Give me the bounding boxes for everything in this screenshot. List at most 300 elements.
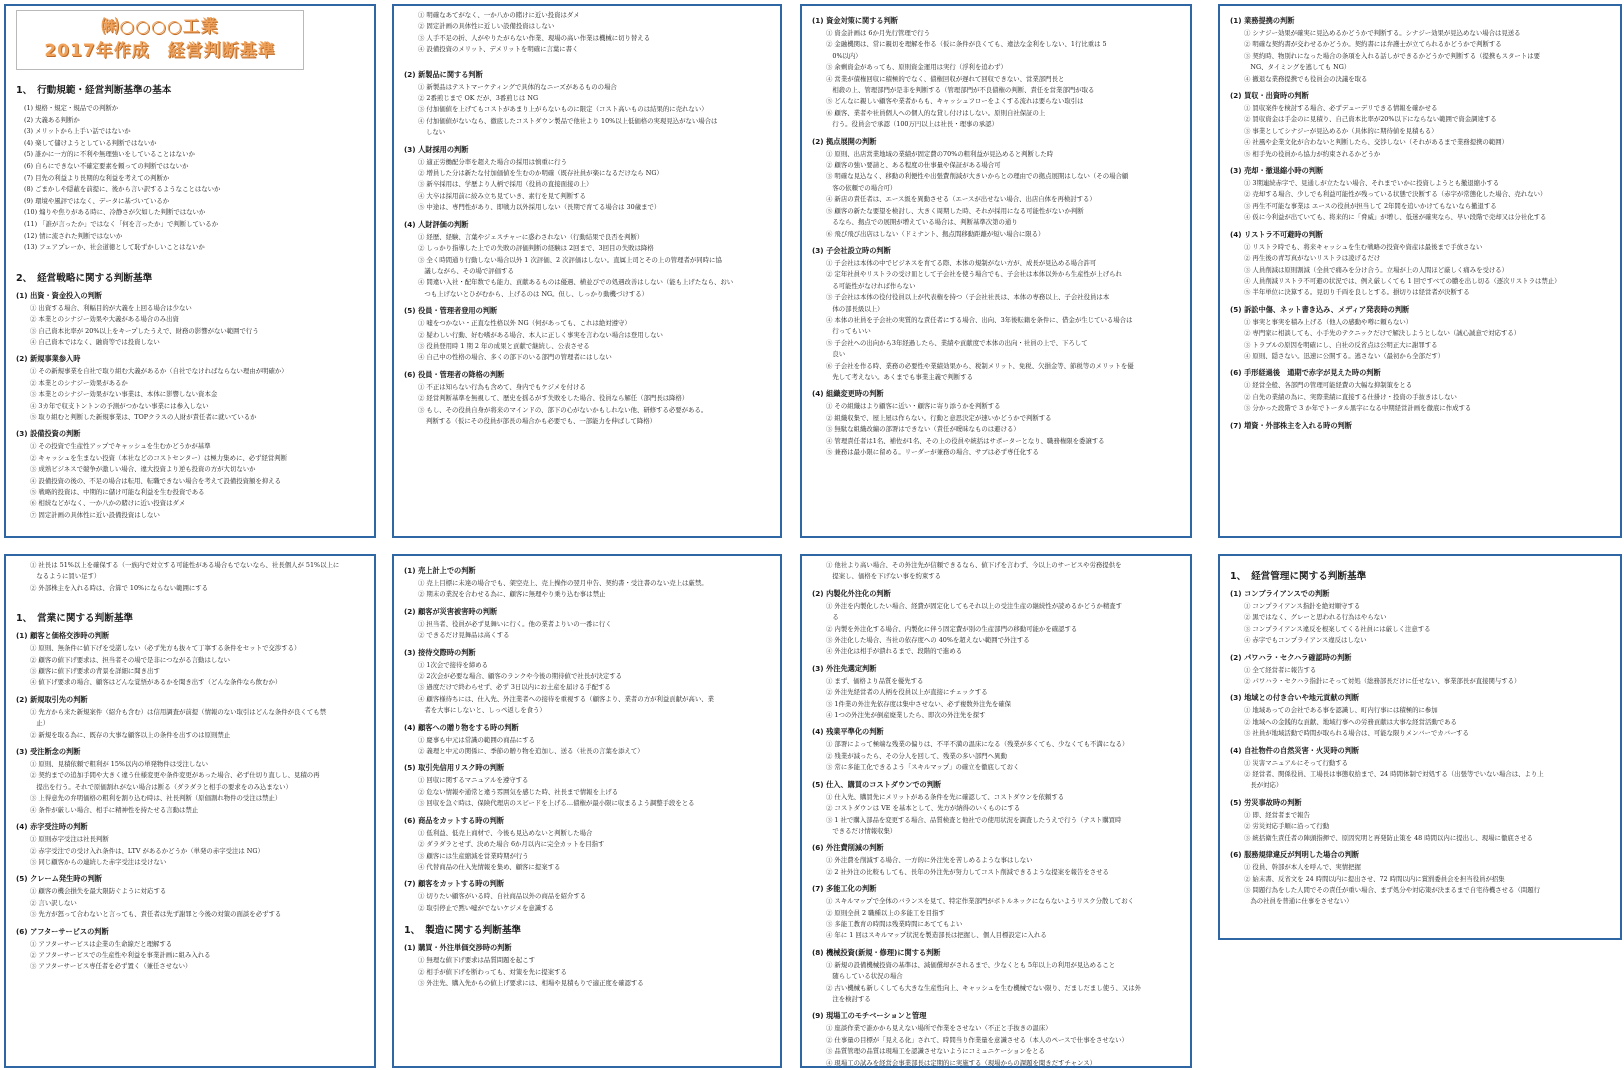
list-item: ③ 統括衛生責任者の陣頭指揮で、原因究明と再発防止策を 48 時間以内に提出し、現場に徹底させる: [1244, 833, 1533, 842]
document-page-2: [392, 4, 782, 538]
list-item: ② 言い訳しない: [30, 898, 77, 907]
list-item: ③ 人手不足の折、人がやりたがらない作業、現場の高い作業は機械に切り替える: [418, 33, 651, 42]
list-item: ④ 1つの外注先が倒産廃業したら、即次の外注先を探す: [826, 711, 986, 720]
list-item: ② 疑わしい行動、好む嗜がある場合、本人に正しく事実を言わない場合は登用しない: [418, 330, 663, 339]
list-item: ② 経営判断基準を無視して、歴史を揺るがす失敗をした場合、役員なら解任（部門長は降格）: [418, 394, 689, 403]
list-item: ① 即、経営者まで報告: [1244, 810, 1310, 819]
item-list: [16, 886, 364, 920]
list-item: ① 切りたい顧客がいる時、自社商品以外の商品を紹介する: [418, 892, 587, 901]
list-item: ⑥ 飛び飛び出店はしない（ドミナント、拠点間移動距離が短い場合に限る）: [826, 229, 1045, 238]
list-item: ③ 同じ顧客からの連続した赤字受注は受けない: [30, 857, 167, 866]
list-item: ③ 契約時、物別れになった場合の条項を入れる話しができるかどうかで判断する（提携もスタートは要: [1244, 51, 1540, 60]
item-list: [812, 258, 1180, 383]
list-item: 者を大事にしないと、しっぺ返しを食う）: [418, 706, 546, 715]
list-item: ② 売却する場合、少しでも利益可能性が残っている状態で決断する（赤字が常態化した場合、売れない）: [1244, 190, 1547, 199]
list-item: ① 原則赤字受注は社長判断: [30, 835, 109, 844]
list-item: ① その投資で生産性アップでキャッシュを生むかどうかが基準: [30, 442, 211, 451]
list-item: ④ 年に 1 回はスキルマップ状況を製造部長は把握し、個人目標設定に入れる: [826, 931, 1047, 940]
item-list: [812, 896, 1180, 942]
item-list: [404, 735, 770, 758]
list-item: ③ 付加価値を上げてもコストがあまり上がらないものに限定（コスト高いものは結果的に売れない）: [418, 105, 708, 114]
list-item: ② 相手が値下げを断わっても、対策を先に提案する: [418, 967, 567, 976]
list-item: ① 子会社は本体の中でビジネスを育てる際、本体の規制がない方が、成長が見込める場合許可: [826, 258, 1097, 267]
list-item: ③ 回収を急ぐ時は、保険代理店のスピードを上げる…債権が最小限に収まるよう調整手段をとる: [418, 799, 695, 808]
document-title: 2017年作成 経営判断基準: [44, 41, 276, 61]
subsection-heading: (3) 受注断念の判断: [16, 747, 81, 757]
list-item: ④ 原則、隠さない。迅速に公開する。逃さない（最初から全部だす）: [1244, 351, 1445, 360]
list-item: ② 本業とのシナジー効果や大義がある場合のみ出資: [30, 315, 179, 324]
list-item: ④ 現場工の試みを経営会事業部長は定期的に実施する（現場からの課題を聞きだすチャンス）: [826, 1058, 1097, 1067]
list-item: ① 役員、幹部が本人を呼んで、実情把握: [1244, 863, 1361, 872]
list-item: ② コストダウンは VE を基本として、先方が納得のいくものにする: [826, 804, 1021, 813]
list-item: 客の依頼での場合可）: [826, 183, 897, 192]
item-list: [1230, 242, 1610, 299]
list-item: ② 外注先経営者の人柄を役員以上が直接にチェックする: [826, 688, 988, 697]
list-item: ② 外部株主を入れる時は、合算で 10%にならない範囲にする: [30, 583, 209, 592]
subsection-heading: (1) コンプライアンスでの判断: [1230, 589, 1330, 598]
subsection-heading: (4) 残業平準化の判断: [812, 727, 884, 737]
list-item: (13) フェアプレーか、社会道徳として恥ずかしいことはないか: [24, 243, 205, 252]
list-item: NG、タイミングを逃しても NG）: [1244, 63, 1351, 72]
list-item: ③ 余剰資金があっても、原則資金運用は実行（浮利を追わず）: [826, 63, 1007, 72]
list-item: ⑥ 顧客、業者や社員個人への個人的な貸し付けはしない。原則自社保証の上: [826, 108, 1046, 117]
list-item: ⑥ 子会社を作る時、業務の必要性や業績効果から、税制メリット、免税、欠損金等、節税等のメリットを優: [826, 361, 1134, 370]
list-item: ① 無理な値下げ要求は品質問題を起こす: [418, 956, 536, 965]
list-item: ④ 設備投資の後の、不足の場合は転用、転職できない場合を考えて設備投資額を抑える: [30, 476, 282, 485]
continuation-text: 判断する（仮にその役員が部長の場合かも必要でも、一部能力を伸ばして降格）: [426, 416, 657, 425]
subsection-heading: (4) 組織変更時の判断: [812, 389, 884, 399]
list-item: ② 自先の業績の為に、実際業績に直接する仕掛け・投資の手抜きはしない: [1244, 392, 1457, 401]
list-item: ③ アフターサービス専任者を必ず置く（兼任させない）: [30, 962, 192, 971]
list-item: ① 適正労働配分率を超えた場合の採用は慎重に行う: [418, 157, 568, 166]
subsection-heading: (7) 顧客をカットする時の判断: [404, 879, 505, 889]
list-item: ② ダラダラとせず、決めた場合 6か月以内に完全カットを目指す: [418, 840, 605, 849]
list-item: ② 明確な契約書が交わせるかどうか。契約書には弁護士が立てられるかどうかで判断する: [1244, 40, 1502, 49]
list-item: ① その組織はより顧客に近い・顧客に寄り添うかを判断する: [826, 402, 1001, 411]
document-page-4: [1218, 4, 1622, 538]
list-item: ② 増員した分は新たな付加価値を生むのか明確（既存社員が楽になるだけなら NG）: [418, 169, 663, 178]
item-list: [1230, 862, 1610, 908]
list-item: ② 再生後の青写真がないリストラは凌げるだけ: [1244, 254, 1381, 263]
list-item: ④ 大卒は採用前に絞み立ち見ていき、素行を見て判断する: [418, 191, 586, 200]
subsection-heading: (3) 地域との付き合いや地元貢献の判断: [1230, 693, 1360, 703]
item-list: [812, 601, 1180, 658]
subsection-heading: (6) 服務規律違反が判明した場合の判断: [1230, 850, 1360, 860]
list-item: ③ 1 社で購入部品を変更する場合、品質検査と他社での使用状況を調査したうえで行う（テスト購買時: [826, 815, 1122, 824]
item-list: [812, 401, 1180, 458]
list-item: ④ 本体の社員を子会社の実質的な責任者にする場合、出向、3年後転籍を条件に、借金が生じている場合は: [826, 315, 1133, 324]
list-item: ② 顧客の値下げ要求は、担当者その場で是非につながる言動はしない: [30, 655, 231, 664]
list-item: ② 経営者、関係役員、工場長は事態収拾まで、24 時間体制で対処する（出張等でいない場合は、より上: [1244, 770, 1544, 779]
list-item: ④ 設備投資のメリット、デメリットを明確に言葉に書く: [418, 45, 579, 54]
list-item: ④ 社風や企業文化が合わないと判断したら、交渉しない（それがあるまで業務提携の範囲）: [1244, 138, 1509, 147]
subsection-heading: (5) 取引先信用リスク時の判断: [404, 763, 505, 773]
list-item: ④ 人員削減リストラ不可避の状況では、例え厳しくても 1 回ですべての膿を出し切る（逐次リストラは禁止）: [1244, 276, 1561, 285]
list-item: ③ コンプライアンス違反を根案してくる社員には厳しく注意する: [1244, 624, 1431, 633]
document-page-6: [392, 554, 782, 1068]
subsection-heading: (4) 人財評価の判断: [404, 219, 469, 229]
list-item: 0%以内）: [826, 51, 862, 60]
list-item: ① スキルマップで全体のバランスを見て、特定作業部門がボトルネックにならないようリスク分散しておく: [826, 897, 1135, 906]
list-item: ① 不正は知らない行為も含めて、身内でもケジメを付ける: [418, 382, 586, 391]
list-item: ③ 顧客に値下げ要求の背景を詳細に聞き出す: [30, 667, 160, 676]
section-heading: 1、 行動規範・経営判断基準の基本: [16, 85, 172, 96]
list-item: ② 顧客の強い要請と、ある程度の仕事量や保証がある場合可: [826, 161, 1001, 170]
list-item: ⑤ 子会社への出向から3年経過したら、業績や貢献度で本体の出向・社員の上で、下ろして: [826, 338, 1088, 347]
list-item: ② 仕事量の目標が「見える化」されて、時間当り作業量を意識させる（本人のペースで仕事をさせない）: [826, 1035, 1128, 1044]
subsection-heading: (1) 顧客と価格交渉時の判断: [16, 631, 110, 641]
item-list: [1230, 705, 1610, 739]
section-heading: 1、 経営管理に関する判断基準: [1230, 571, 1367, 582]
list-item: ① 1次会で接待を締める: [418, 660, 489, 669]
list-item: ④ 3カ年で収支トントンの予測がつかない事業には参入しない: [30, 401, 209, 410]
list-item: ⑤ どんなに親しい顧客や業者からも、キャッシュフローをよくする流れは要らない取引は: [826, 97, 1084, 106]
list-item: (2) 大義ある判断か: [24, 115, 80, 124]
subsection-heading: (2) 顧客が災害被害時の判断: [404, 606, 498, 616]
subsection-heading: (2) 内製化外注化の判断: [812, 588, 891, 598]
list-item: ① コンプライアンス指針を絶対順守する: [1244, 602, 1361, 610]
subsection-heading: (9) 現場工のモチベーションと管理: [812, 1011, 927, 1021]
document-title-box: [16, 10, 304, 70]
list-item: ① 明確なあてがなく、一か八かの賭けに近い投資はダメ: [418, 11, 580, 19]
list-item: ② パワハラ・セクハラ指針にそって対処（総務部長だけに任せない、事業部長が直接関与する）: [1244, 677, 1521, 686]
list-item: ③ 先方が怒って合わないと言っても、責任者は先ず謝罪と今後の対策の面談を必ずする: [30, 910, 282, 919]
list-item: ④ 顧客様待ちには、仕入先、外注業者への接待を重視する（顧客より、業者の方が利益貢献が高い、業: [418, 694, 714, 703]
list-item: ④ 仮に今利益が出ていても、将来的に「脅威」が増し、低迷が確実なら、早い段階で売却又は分社化する: [1244, 213, 1547, 222]
list-item: 提出を行う。それで原価割れがない場合は断る（ダラダラと相手の要求をのみ込まない）: [30, 782, 292, 791]
list-item: ⑤ 兼務は最小限に留める。リーダーが兼務の場合、サブは必ず専任化する: [826, 448, 1039, 456]
document-page-8: [1218, 554, 1622, 940]
list-item: ① 買収案件を検討する場合、必ずデューデリできる情報を確かせる: [1244, 104, 1438, 113]
item-list: [812, 960, 1180, 1006]
item-list: [812, 149, 1180, 240]
list-item: ① 新規の設備機械投資の基準は、減価償却がされるまで、少なくとも 5年以上の利用が見込めること: [826, 960, 1116, 969]
list-item: ② 取引停止で黙い嘘がでないケジメを意識する: [418, 903, 554, 912]
list-item: ⑤ 取り組むと判断した新規事業は、TOPクラスの人財が責任者に就いているか: [30, 412, 257, 421]
document-page-1: [4, 4, 376, 538]
item-list: [16, 441, 364, 521]
list-item: (5) 誰かに一方的に不利や無理強いをしていることはないか: [24, 150, 195, 159]
subsection-heading: (1) 業務提携の判断: [1230, 16, 1295, 25]
item-list: [16, 560, 364, 594]
list-item: ③ 無駄な組織改編の部署はできない（責任が曖昧なものは避ける）: [826, 425, 1020, 434]
list-item: (3) メリットから上手い話ではないか: [24, 127, 131, 136]
document-page-3: [800, 4, 1192, 538]
list-item: ② 労災対応手順に沿って行動: [1244, 822, 1330, 831]
list-item: ① 原則、出店営業地域の業績が固定費の70%の粗利益が見込めると判断した時: [826, 149, 1054, 158]
item-list: [16, 939, 364, 973]
subsection-heading: (2) 新規取引先の判断: [16, 694, 88, 704]
item-list: [404, 157, 770, 214]
list-item: (11) 「誰が言ったか」ではなく「何を言ったか」で判断しているか: [24, 219, 219, 228]
subsection-heading: (5) クレーム発生時の判断: [16, 874, 102, 884]
subsection-heading: (4) 自社物件の自然災害・火災時の判断: [1230, 745, 1360, 755]
list-item: ③ 明確な見込なく、移動の利便性や出張費削減が大きいからとの理由での拠点展開はしない（その場合顧: [826, 172, 1129, 181]
list-item: ③ 過度だけで終わらせず、必ず 3日以内にお土産を届ける手配する: [418, 683, 611, 692]
list-item: 行ってもいい: [826, 327, 871, 336]
list-item: ② 2 社外注の比較もしても、長年の外注先が努力してコスト削減できるような提案を報告をさせる: [826, 867, 1109, 876]
item-list: [812, 560, 1180, 583]
item-list: [404, 318, 770, 364]
list-item: ③ もし、その役員自身が将来のマインドの、部下の心がないかもしれない他、研修する必要がある。: [418, 405, 708, 414]
list-item: なるように買い足す）: [30, 572, 101, 581]
list-item: ④ 外注化は相手が潰れるまで、段階的で進める: [826, 647, 963, 656]
list-item: ③ 品質管理の品質は現場工を認識させないようにコミュニケーションをとる: [826, 1047, 1045, 1056]
item-list: [812, 792, 1180, 838]
list-item: ① 部署によって極端な残業の偏りは、不平不満の温床になる（残業が多くても、少なくても不満になる）: [826, 740, 1129, 749]
list-item: ② 黒ではなく、グレーと思われる行為はやらない: [1244, 613, 1387, 622]
item-list: [16, 643, 364, 689]
list-item: ③ 全く時間通り行動しない場合以外 1 次評価、2 次評価はしない。直属上司とその上の管理者が同時に協: [418, 255, 722, 264]
list-item: (10) 煽りや焦りがある時に、冷静さが欠如した判断ではないか: [24, 208, 206, 217]
document-page-5: [4, 554, 376, 1068]
item-list: [404, 382, 770, 416]
item-list: [404, 955, 770, 989]
subsection-heading: (2) 新規事業参入時: [16, 354, 81, 364]
list-item: ② 古い機械も新しくしても大きな生産性向上、キャッシュを生む機械でない限り、だましだまし使う、又は外: [826, 983, 1142, 992]
list-item: ① 地域あっての会社である事を認識し、町内行事には積極的に参加: [1244, 706, 1438, 715]
list-item: ① その新規事業を自社で取り組む大義があるか（自社でなければならない理由が明確か）: [30, 367, 288, 376]
list-item: 行う。役員会で承認（100万円以上は社長・理事の承認）: [826, 120, 998, 129]
subsection-heading: (5) 労災事故時の判断: [1230, 797, 1302, 807]
list-item: る: [826, 613, 839, 622]
list-item: ① 経歴、経験、言葉やジェスチャーに惑わされない（行動結果で良否を判断）: [418, 232, 644, 241]
subsection-heading: (4) 赤字受注時の判断: [16, 822, 88, 832]
subsection-heading: (4) リストラ不可避時の判断: [1230, 229, 1323, 239]
subsection-heading: (6) 商品をカットする時の判断: [404, 815, 505, 825]
list-item: ④ 新店の責任者は、エース級を異動させる（エースが出せない場合、出店自体を再検討する）: [826, 195, 1096, 204]
list-item: ① アフターサービスは企業の生命線だと理解する: [30, 939, 173, 948]
subsection-heading: (2) 買収・出資時の判断: [1230, 91, 1309, 101]
list-item: ① まず、価格より品質を優先する: [826, 676, 924, 685]
list-item: る可能性がなければ作らない: [826, 281, 916, 290]
list-item: ② 買収資金は手金のに見積り、自己資本比率が20%以下にならない範囲で資金調達する: [1244, 115, 1497, 124]
document-page-7: [800, 554, 1192, 1068]
list-item: ④ 値下げ要求の場合、顧客はどんな覚悟があるかを聞き出す（どんな条件なら飲むか）: [30, 678, 282, 687]
list-item: ① 資金計画は 6か月先行管理で行う: [826, 29, 930, 37]
list-item: ① 仕入先、購買先にメリットがある条件を先に確認して、コストダウンを依頼する: [826, 792, 1065, 801]
subsection-heading: (2) 拠点展開の判断: [812, 136, 877, 146]
list-item: 長が対応）: [1244, 781, 1283, 790]
list-item: 議しながら、その場で評価する: [418, 266, 514, 275]
list-item: ② 金融機関は、常に親切を理解を作る（仮に条件が良くても、違法な金利をしない、1行比重は 5: [826, 40, 1107, 49]
subsection-heading: (3) 設備投資の判断: [16, 429, 81, 439]
list-item: ③ 上得意先の弁明価格の粗利を割り込む時は、社長判断（原価割れ物件の受注は禁止）: [30, 794, 282, 803]
list-item: ④ 営業が債権回収に積極的でなく、債権回収が遅れて回収できない、営業部門長と: [826, 74, 1065, 83]
item-list: [1230, 103, 1610, 160]
item-list: [404, 891, 770, 914]
list-item: ③ 顧客には生産縮減を営業時期が行う: [418, 851, 529, 860]
subsection-heading: (8) 機械投資(新規・修理)に関する判断: [812, 947, 941, 957]
list-item: 良い: [826, 350, 846, 359]
list-item: ③ 子会社は本体の役付役員以上が代表権を持つ（子会社社長は、本体の専務以上、子会社役員は本: [826, 293, 1110, 302]
list-item: ② できるだけ見舞品は高くする: [418, 631, 510, 640]
subsection-heading: (6) 役員・管理者の降格の判断: [404, 369, 505, 379]
list-item: ④ 自己資本ではなく、融資等では投資しない: [30, 337, 160, 346]
item-list: [1230, 317, 1610, 363]
list-item: ① 低利益、低売上商材で、今後も見込めないと判断した場合: [418, 828, 593, 837]
list-item: ② 本業とのシナジー効果があるか: [30, 378, 128, 387]
section-heading: 1、 営業に関する判断基準: [16, 613, 133, 625]
list-item: 先して考えない。あくまでも事業主義で判断する: [826, 372, 973, 381]
subsection-heading: (1) 資金対策に関する判断: [812, 16, 898, 25]
item-list: [812, 855, 1180, 878]
item-list: [404, 10, 770, 56]
subsection-heading: (5) 仕入、購買のコストダウンでの判断: [812, 779, 942, 789]
item-list: [16, 103, 364, 254]
company-name: ㈱○○○○工業: [101, 17, 219, 37]
subsection-heading: (3) 売却・撤退縮小時の判断: [1230, 166, 1324, 176]
item-list: [1230, 380, 1610, 414]
list-item: ② 新規を取る為に、既存の大事な顧客以上の条件を出すのは原則禁止: [30, 730, 231, 739]
list-item: ③ 新卒採用は、学歴より人柄で採用（役員の直接面接の上）: [418, 180, 593, 189]
list-item: ② 内製を外注化する場合、内製化に伴う固定費が別の生産部門の移動可能かを確認する: [826, 624, 1078, 633]
list-item: ③ 自己資本比率が 20%以上をキープしたうえで、財務の影響がない範囲で行う: [30, 326, 259, 335]
list-item: ① 担当者、役員が必ず見舞いに行く。他の業者よりいの一番に行く: [418, 619, 612, 628]
item-list: [812, 739, 1180, 773]
subsection-heading: (2) パワハラ・セクハラ確認時の判断: [1230, 652, 1352, 662]
list-item: ② 地域への金銭的な貢献、地域行事への労務貢献は大事な経営活動である: [1244, 717, 1457, 726]
item-list: [16, 303, 364, 349]
list-item: ② 組織収集で、屋上屋は作らない。行動と意思決定が速いかどうかで判断する: [826, 413, 1052, 422]
list-item: ④ 付加価値がないなら、徹底したコストダウン製品で他社より 10%以上低価格の実現見込がない場合は: [418, 116, 718, 125]
list-item: 為の社員を普通に仕事をさせない）: [1244, 897, 1353, 906]
item-list: [1230, 758, 1610, 792]
section-heading: 1、 製造に関する判断基準: [404, 925, 521, 937]
subsection-heading: (6) アフターサービスの判断: [16, 926, 109, 936]
list-item: ① 外注費を削減する場合、一方的に外注先を苦しめるような事はしない: [826, 856, 1033, 865]
list-item: ② 契約までの追加手間や大きく違う仕様変更や条件変更があった場合、必ず仕切り直しし、見積の再: [30, 771, 320, 780]
subsection-heading: (3) 外注先選定判断: [812, 663, 877, 673]
list-item: ⑤ 戦略的投資は、中期的に儲け可能な利益を生む投資である: [30, 488, 205, 496]
list-item: ③ 人員削減は原則割減（全員で痛みを分け合う。立場が上の人間ほど厳しく痛みを受ける）: [1244, 265, 1509, 274]
list-item: ② 2番煎じまで OK だが、3番煎じは NG: [418, 94, 539, 103]
list-item: (8) ごまかしや隠蔽を前提に、後から言い訳するようなことはないか: [24, 185, 221, 194]
list-item: ① 原則、無条件に値下げを受諾しない（必ず先方も抜々て丁寧する条件をセットで交渉する）: [30, 644, 301, 653]
list-item: ③ 社員が地域活動で時間が取られる場合は、可能な限りメンバーでカバーする: [1244, 729, 1469, 738]
list-item: ③ 再生不可能な事業は エースの役員が担当して 2年間を追いかけてもないなら撤退する: [1244, 201, 1497, 210]
item-list: [1230, 810, 1610, 844]
list-item: ① 社長は 51%以上を確保する（一族内で対立する可能性がある場合もでないなら、社長個人が 51%以上に: [30, 561, 340, 569]
list-item: ④ 条件が厳しい場合、相手に精神性を持たせる言動は禁止: [30, 805, 199, 814]
item-list: [404, 578, 770, 601]
list-item: ⑤ 顧客の新たな要望を検討し、大きく周期した時、それが採用になる可能性がないか判断: [826, 206, 1084, 215]
item-list: [1230, 665, 1610, 688]
list-item: ⑤ 相手先の役員から協力が約束されるかどうか: [1244, 149, 1381, 158]
subsection-heading: (7) 多能工化の判断: [812, 884, 877, 894]
subsection-heading: (6) 外注費削減の判断: [812, 843, 884, 853]
list-item: ③ 外注先、購入先からの値上げ要求には、相場や見積もりで適正度を確認する: [418, 978, 644, 987]
subsection-heading: (4) 顧客への贈り物をする時の判断: [404, 722, 519, 732]
list-item: ① 事実と事実を積み上げる（他人の感動や噂に頼らない）: [1244, 317, 1413, 326]
list-item: ② 2次会が必要な場合、顧客のランクや今後の期待値で社長が決定する: [418, 672, 623, 681]
list-item: 相殺の上、管理部門が是非を判断する（管理部門が不良債権の判断、責任を営業部門が取る: [826, 86, 1095, 95]
item-list: [1230, 178, 1610, 224]
list-item: ① 新製品はテストマーケティングで具体的なニーズがあるものの場合: [418, 82, 617, 91]
list-item: ① 顧客の機会損失を最大限防ぐように対応する: [30, 887, 167, 896]
section-heading: 2、 経営戦略に関する判断基準: [16, 272, 153, 284]
list-item: ① リストラ時でも、将来キャッシュを生む戦略の投資や資産は最後まで手放さない: [1244, 242, 1483, 251]
list-item: ② 専門家に相談しても、小手先のテクニックだけで解決しようとしない（誠心誠意で対応する）: [1244, 329, 1521, 338]
list-item: ④ 間違い入社・配年数でも能力、貢献あるものは優遇、横並びでの処遇改善はしない（能も上げたなら、おい: [418, 278, 734, 287]
list-item: 体の部長級以上）: [826, 304, 884, 313]
list-item: ⑦ 固定計画の具体性に近い設備投資はしない: [30, 510, 160, 519]
subsection-heading: (1) 購買・外注単価交渉時の判断: [404, 943, 512, 953]
list-item: ① 3期連続赤字で、見通しが立たない場合、それまでいかに投資しようとも撤退縮小する: [1244, 179, 1500, 188]
list-item: ① 出資する場合、利幅目的が大義を上回る場合は少ない: [30, 303, 192, 312]
item-list: [16, 759, 364, 816]
subsection-heading: (1) 売上計上での判断: [404, 566, 476, 575]
list-item: ① 先方から来た新規案件（紹介も含む）は信用調査が前提（情報のない取引はどんな条件が良くても禁: [30, 707, 326, 716]
list-item: ① 経営全般、各部門の管理可能経費の大幅な抑制策をとる: [1244, 381, 1413, 390]
list-item: ② 原則全員 2 職種以上の多能工を目指す: [826, 908, 945, 917]
list-item: (4) 楽して儲けようとしている判断ではないか: [24, 138, 157, 147]
list-item: ① 外注を内製化したい場合、経費が固定化してもそれ以上の受注生産の継続性が読めるかどうか精査す: [826, 601, 1122, 610]
item-list: [16, 366, 364, 423]
list-item: ② 義理と中元の関係に、季節の贈り物を追加し、送る（社長の言葉を添えて）: [418, 747, 644, 756]
subsection-heading: (6) 手形経過後 通期で赤字が見えた時の判断: [1230, 368, 1381, 378]
list-item: ③ 1件業の外注先依存度は集中させない、必ず複数外注先を確保: [826, 699, 1012, 708]
list-item: ④ 代替商品の仕入先情報を集め、顧客に提案する: [418, 862, 561, 871]
list-item: ② 期末の業況を合わせる為に、顧客に無理やり乗り込む事は禁止: [418, 590, 606, 599]
subsection-heading: (3) 子会社設立時の判断: [812, 245, 891, 255]
list-item: ① 災害マニュアルにそって行動する: [1244, 758, 1349, 767]
subsection-heading: (5) 訴訟中傷、ネット書き込み、メディア発表時の判断: [1230, 304, 1410, 314]
item-list: [812, 676, 1180, 722]
list-item: 止）: [30, 719, 50, 728]
list-item: ② しっかり指導した上での失敗の評価判断の経験は 2回まで、3回目の失敗は降格: [418, 244, 654, 253]
item-list: [812, 1023, 1180, 1068]
item-list: [16, 834, 364, 868]
list-item: ③ 成熟ビジネスで競争が激しい場合、違大投資より逆も投資の方が大切ないか: [30, 465, 256, 474]
item-list: [404, 619, 770, 642]
list-item: ① 慶事も中元は常識の範囲の商品にする: [418, 735, 536, 744]
list-item: ② アフターサービスでの生産性や利益を事業計画に組み入れる: [30, 950, 211, 959]
list-item: ① 他社より高い場合、その外注先が信頼できるなら、値下げを言わず、今以上のサービスや労務提供を: [826, 561, 1122, 569]
list-item: ④ 自己中の性格の場合、多くの部下のいる部門の管理者にはしない: [418, 353, 612, 362]
list-item: ② 残業が減ったら、その分人を回して、残業の多い部門へ異動: [826, 751, 1007, 760]
item-list: [404, 232, 770, 300]
list-item: できるだけ情報収集）: [826, 826, 897, 835]
list-item: ⑤ 中途は、専門性があり、即戦力以外採用しない（長期で育てる場合は 30歳まで）: [418, 203, 661, 212]
list-item: 提案し、価格を下げない事を約束する: [826, 572, 942, 581]
list-item: ② 定年社員やリストラの受け皿として子会社を使う場合でも、子会社は本体以外から生産性が上げられ: [826, 270, 1122, 279]
list-item: ③ 役員登用時 1 期 2 年の成果と貢献で継続し、公表させる: [418, 341, 590, 350]
subsection-heading: (5) 役員・管理者登用の判断: [404, 306, 498, 316]
item-list: [404, 775, 770, 809]
list-item: (6) 自らにできない不確定要素を頼っての判断ではないか: [24, 161, 189, 170]
list-item: ② 固定計画の具体性に近しい設備投資はしない: [418, 22, 555, 31]
list-item: ③ 本業とのシナジー効果がない事業は、本体に影響しない資本金: [30, 390, 218, 399]
list-item: ② 始末書、反省文を 24 時間以内に提出させ、72 時間以内に賞罰委員会を担当役員が招集: [1244, 874, 1505, 883]
list-item: ③ 常に多能工化できるよう「スキルマップ」の確立を徹底しておく: [826, 763, 1020, 772]
subsection-heading: (7) 増資・外部株主を入れる時の判断: [1230, 420, 1352, 430]
subsection-heading: (3) 人財採用の判断: [404, 144, 469, 154]
list-item: ① 回収に関するマニュアルを遵守する: [418, 776, 529, 785]
item-list: [1230, 28, 1610, 85]
list-item: (1) 規格・規定・規品での判断か: [24, 104, 119, 112]
item-list: [404, 82, 770, 128]
list-item: ③ 外注化した場合、当社の依存度への 40%を超えない範囲で外注する: [826, 636, 1030, 645]
list-item: ② キャッシュを生まない投資（本社などのコストセンター）は極力集めに、必ず経営判断: [30, 453, 288, 462]
item-list: [16, 707, 364, 741]
list-item: 注を検討する: [826, 994, 871, 1003]
list-item: ① 嘘をつかない・正直な性格以外 NG（何があっても、これは絶対遵守）: [418, 319, 631, 328]
list-item: ① 売上目標に未達の場合でも、架空売上、売上操作の翌月申告、契約書・受注書のない売上は厳禁。: [418, 579, 708, 587]
list-item: ③ 分かった段階で 3 か年でトータル黒字になる中期経営計画を徹底に作成する: [1244, 404, 1472, 413]
list-item: ④ 管理責任者は1名、補佐が1名、その上の役員や統括はサポーターとなり、職務権限を委譲する: [826, 436, 1105, 445]
list-item: ⑤ 半年単位に決算する。見切り千両を良しとする。損切りは経営者が決断する: [1244, 288, 1470, 297]
